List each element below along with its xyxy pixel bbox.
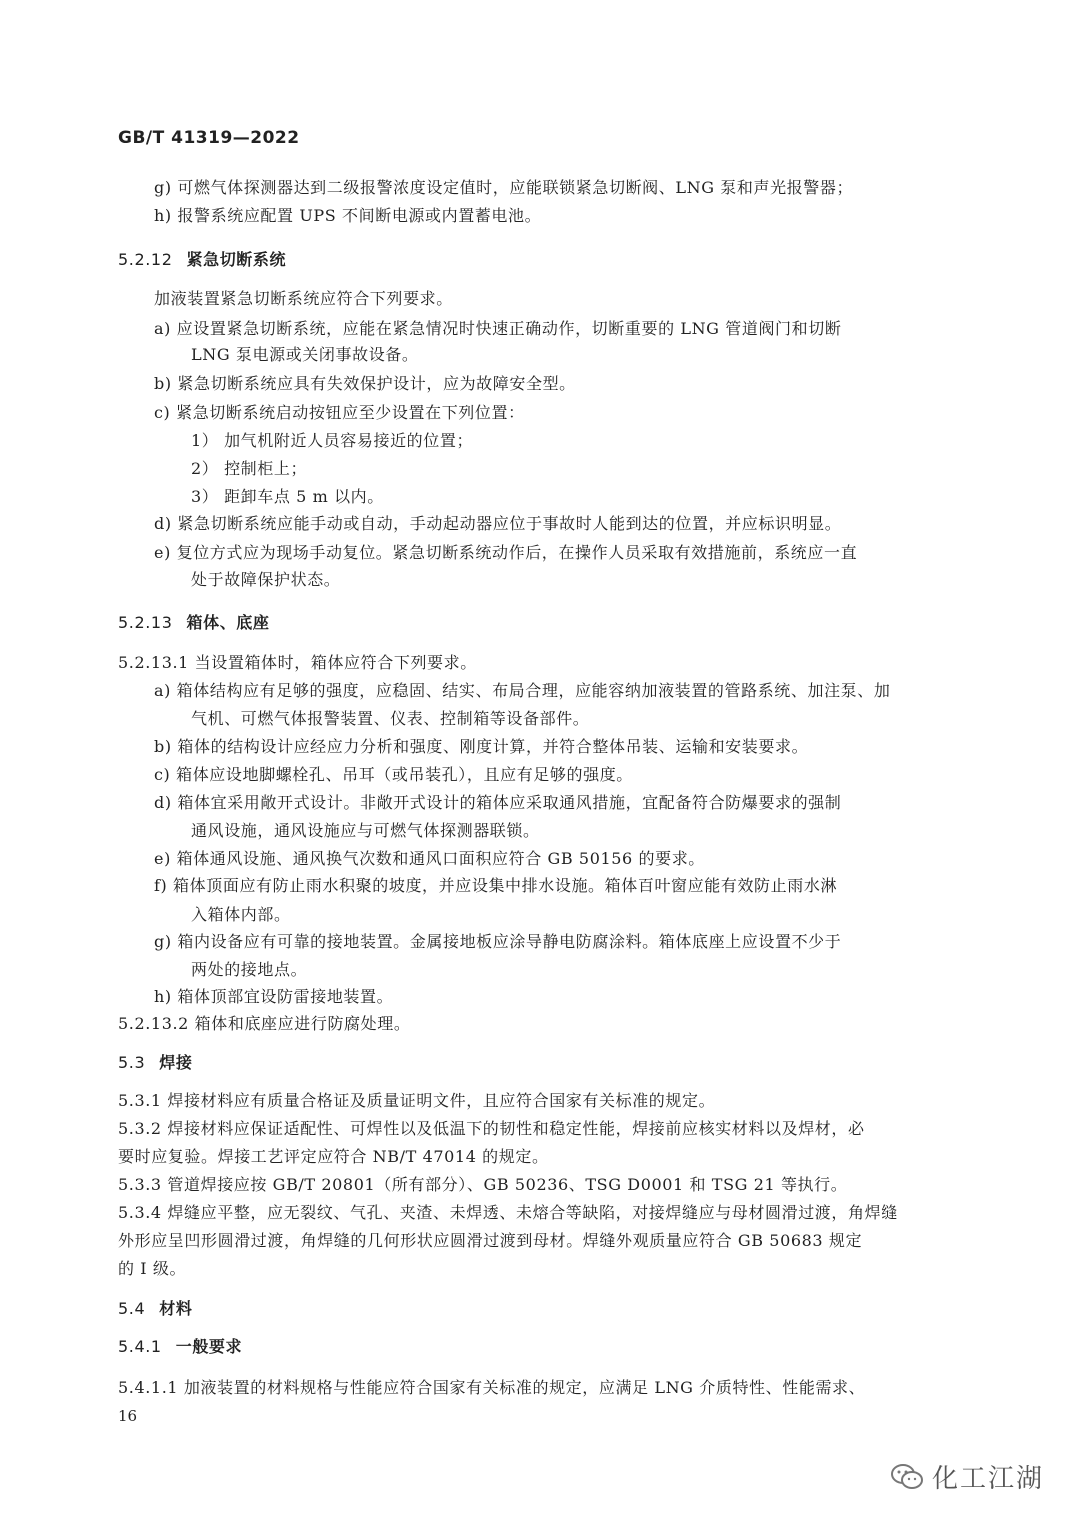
- section-heading: [118, 249, 286, 271]
- section-title: 紧急切断系统: [186, 250, 287, 269]
- watermark-text: 化工江湖: [931, 1464, 1044, 1494]
- section-heading: [118, 1052, 192, 1074]
- paragraph-line: b) 箱体的结构设计应经应力分析和强度、刚度计算，并符合整体吊装、运输和安装要求。: [154, 737, 809, 756]
- paragraph-line: 入箱体内部。: [191, 905, 291, 924]
- paragraph-line: 5.2.13.1 当设置箱体时，箱体应符合下列要求。: [118, 653, 477, 672]
- paragraph-line: 5.3.4 焊缝应平整，应无裂纹、气孔、夹渣、未焊透、未熔合等缺陷，对接焊缝应与母材圆滑过渡，角焊缝: [118, 1203, 898, 1222]
- paragraph-line: e) 箱体通风设施、通风换气次数和通风口面积应符合 GB 50156 的要求。: [154, 849, 705, 868]
- paragraph-line: e) 复位方式应为现场手动复位。紧急切断系统动作后，在操作人员采取有效措施前，系统应一直: [154, 543, 858, 562]
- page-number: 16: [118, 1407, 138, 1425]
- paragraph-line: 的 I 级。: [118, 1259, 187, 1278]
- standard-number: GB/T 41319—2022: [118, 128, 300, 148]
- paragraph-line: 3） 距卸车点 5 m 以内。: [191, 487, 384, 506]
- paragraph-line: 通风设施，通风设施应与可燃气体探测器联锁。: [191, 821, 540, 840]
- section-title: 焊接: [159, 1053, 193, 1072]
- paragraph-line: h) 箱体顶部宜设防雷接地装置。: [154, 987, 394, 1006]
- section-number: 5.4.1: [118, 1337, 162, 1356]
- paragraph-line: LNG 泵电源或关闭事故设备。: [191, 345, 419, 364]
- paragraph-line: h) 报警系统应配置 UPS 不间断电源或内置蓄电池。: [154, 206, 542, 225]
- paragraph-line: 加液装置紧急切断系统应符合下列要求。: [154, 289, 453, 308]
- paragraph-line: 5.3.2 焊接材料应保证适配性、可焊性以及低温下的韧性和稳定性能，焊接前应核实材料以及焊材，必: [118, 1119, 865, 1138]
- paragraph-line: b) 紧急切断系统应具有失效保护设计，应为故障安全型。: [154, 374, 576, 393]
- section-heading: [118, 612, 270, 634]
- paragraph-line: 1） 加气机附近人员容易接近的位置；: [191, 431, 474, 450]
- paragraph-line: c) 箱体应设地脚螺栓孔、吊耳（或吊装孔），且应有足够的强度。: [154, 765, 633, 784]
- paragraph-line: 5.2.13.2 箱体和底座应进行防腐处理。: [118, 1014, 411, 1033]
- paragraph-line: g) 可燃气体探测器达到二级报警浓度设定值时，应能联锁紧急切断阀、LNG 泵和声光报警器；: [154, 178, 854, 197]
- paragraph-line: g) 箱内设备应有可靠的接地装置。金属接地板应涂导静电防腐涂料。箱体底座上应设置不少于: [154, 932, 842, 951]
- paragraph-line: a) 箱体结构应有足够的强度，应稳固、结实、布局合理，应能容纳加液装置的管路系统、加注泵、加: [154, 681, 891, 700]
- paragraph-line: c) 紧急切断系统启动按钮应至少设置在下列位置：: [154, 403, 525, 422]
- wechat-icon: [890, 1463, 924, 1491]
- section-number: 5.4: [118, 1299, 146, 1318]
- paragraph-line: 两处的接地点。: [191, 960, 308, 979]
- section-number: 5.2.12: [118, 250, 173, 269]
- paragraph-line: 处于故障保护状态。: [191, 570, 341, 589]
- paragraph-line: 外形应呈凹形圆滑过渡，角焊缝的几何形状应圆滑过渡到母材。焊缝外观质量应符合 GB 50683 规定: [118, 1231, 863, 1250]
- section-title: 箱体、底座: [186, 613, 270, 632]
- paragraph-line: d) 箱体宜采用敞开式设计。非敞开式设计的箱体应采取通风措施，宜配备符合防爆要求的强制: [154, 793, 842, 812]
- section-heading: [118, 1298, 192, 1320]
- paragraph-line: 5.3.1 焊接材料应有质量合格证及质量证明文件，且应符合国家有关标准的规定。: [118, 1091, 716, 1110]
- paragraph-line: 气机、可燃气体报警装置、仪表、控制箱等设备部件。: [191, 709, 590, 728]
- section-number: 5.3: [118, 1053, 146, 1072]
- paragraph-line: 2） 控制柜上；: [191, 459, 308, 478]
- paragraph-line: 5.3.3 管道焊接应按 GB/T 20801（所有部分）、GB 50236、TSG D0001 和 TSG 21 等执行。: [118, 1175, 848, 1194]
- paragraph-line: f) 箱体顶面应有防止雨水积聚的坡度，并应设集中排水设施。箱体百叶窗应能有效防止雨水淋: [154, 876, 838, 895]
- section-number: 5.2.13: [118, 613, 173, 632]
- paragraph-line: 要时应复验。焊接工艺评定应符合 NB/T 47014 的规定。: [118, 1147, 549, 1166]
- paragraph-line: d) 紧急切断系统应能手动或自动，手动起动器应位于事故时人能到达的位置，并应标识明显。: [154, 514, 842, 533]
- section-heading: [118, 1336, 242, 1358]
- paragraph-line: 5.4.1.1 加液装置的材料规格与性能应符合国家有关标准的规定，应满足 LNG 介质特性、性能需求、: [118, 1378, 866, 1397]
- watermark: [890, 1458, 1044, 1495]
- section-title: 材料: [159, 1299, 193, 1318]
- section-title: 一般要求: [175, 1337, 243, 1356]
- paragraph-line: a) 应设置紧急切断系统，应能在紧急情况时快速正确动作，切断重要的 LNG 管道阀门和切断: [154, 319, 842, 338]
